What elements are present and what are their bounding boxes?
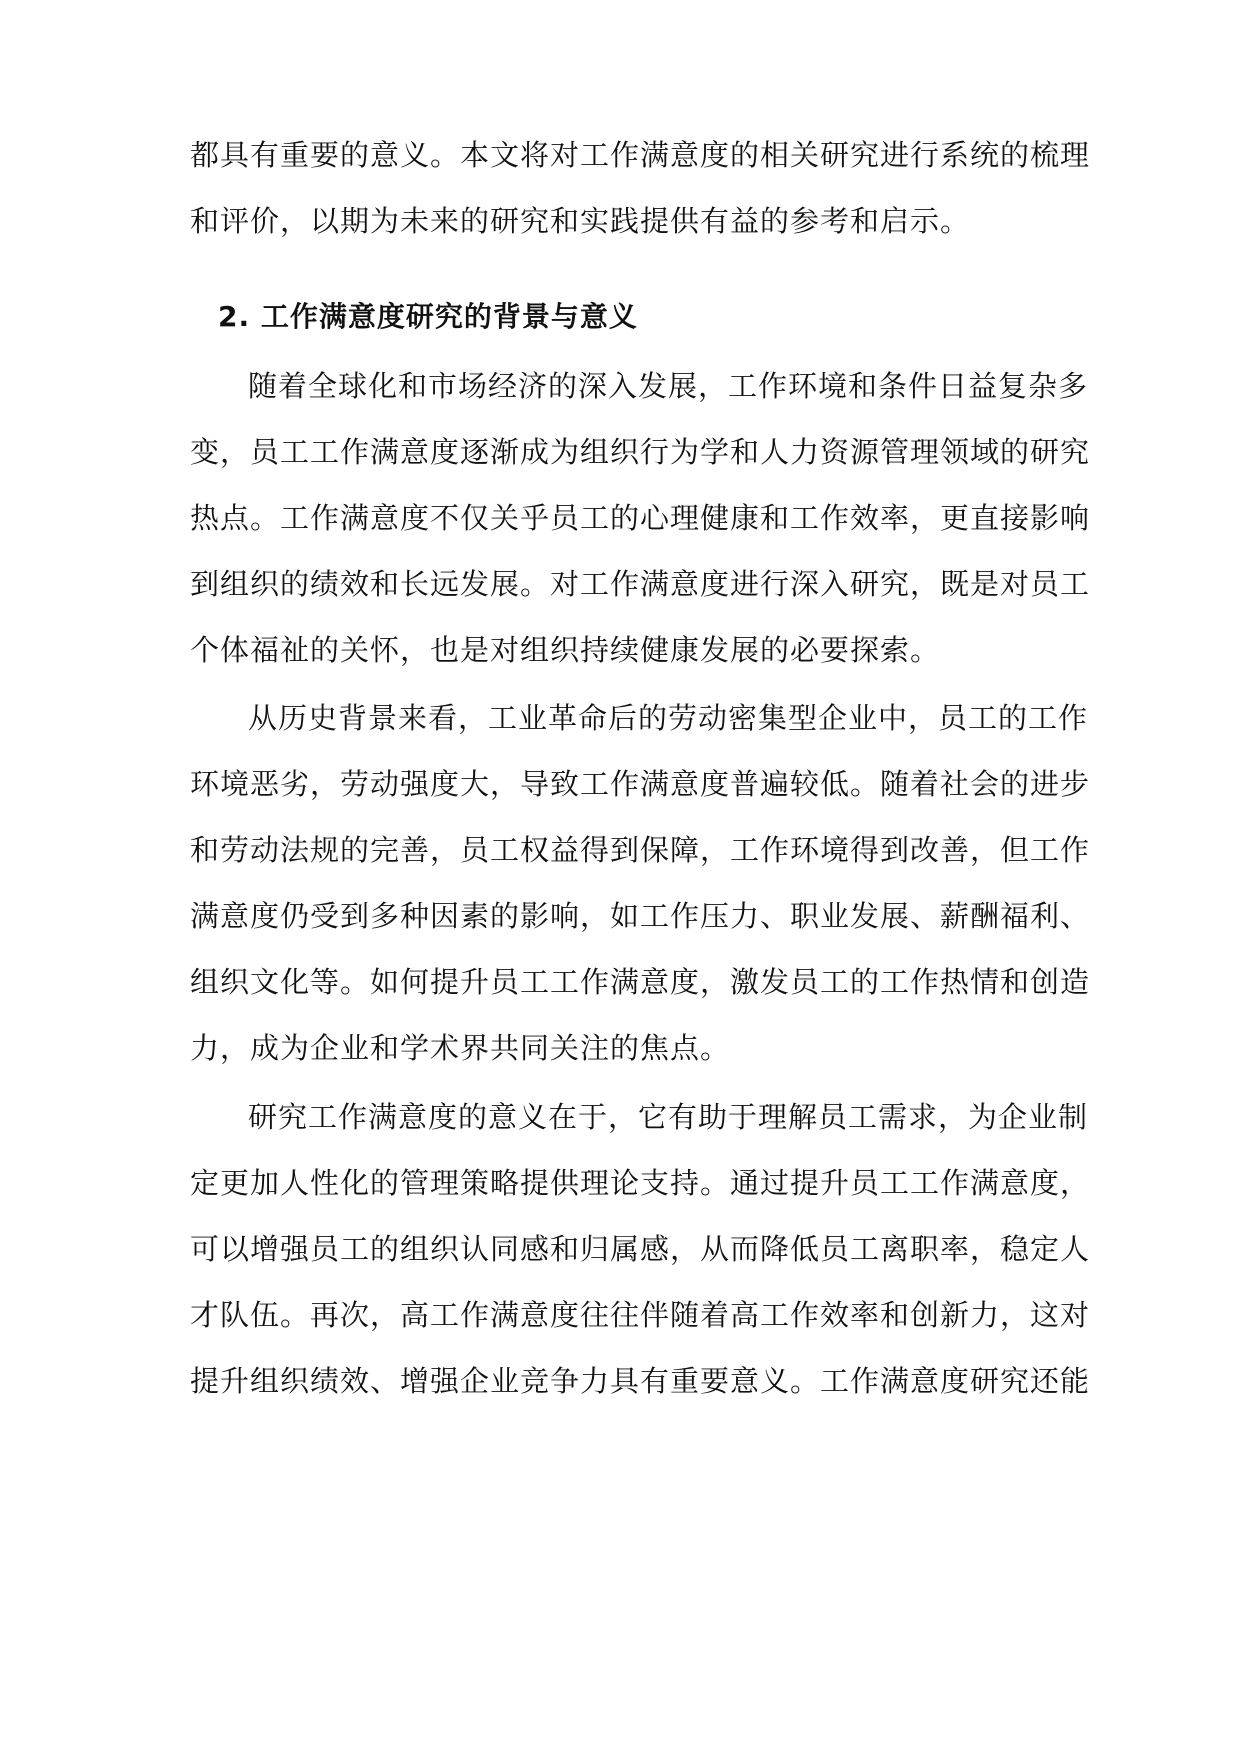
paragraph2-line-4: 满意度仍受到多种因素的影响，如工作压力、职业发展、薪酬福利、 — [190, 899, 1091, 933]
paragraph3-line-1: 研究工作满意度的意义在于，它有助于理解员工需求，为企业制 — [248, 1100, 1089, 1134]
paragraph3-line-4: 才队伍。再次，高工作满意度往往伴随着高工作效率和创新力，这对 — [190, 1298, 1091, 1332]
intro-line-2: 和评价，以期为未来的研究和实践提供有益的参考和启示。 — [190, 204, 971, 238]
paragraph2-line-1: 从历史背景来看，工业革命后的劳动密集型企业中，员工的工作 — [248, 701, 1089, 735]
paragraph3-line-5: 提升组织绩效、增强企业竞争力具有重要意义。工作满意度研究还能 — [190, 1364, 1091, 1398]
paragraph3-line-2: 定更加人性化的管理策略提供理论支持。通过提升员工工作满意度， — [190, 1166, 1091, 1200]
paragraph1-line-3: 热点。工作满意度不仅关乎员工的心理健康和工作效率，更直接影响 — [190, 501, 1091, 535]
paragraph1-line-4: 到组织的绩效和长远发展。对工作满意度进行深入研究，既是对员工 — [190, 567, 1091, 601]
paragraph1-line-1: 随着全球化和市场经济的深入发展，工作环境和条件日益复杂多 — [248, 369, 1089, 403]
paragraph1-line-5: 个体福祉的关怀，也是对组织持续健康发展的必要探索。 — [190, 633, 941, 667]
paragraph2-line-2: 环境恶劣，劳动强度大，导致工作满意度普遍较低。随着社会的进步 — [190, 767, 1091, 801]
intro-line-1: 都具有重要的意义。本文将对工作满意度的相关研究进行系统的梳理 — [190, 138, 1091, 172]
paragraph3-line-3: 可以增强员工的组织认同感和归属感，从而降低员工离职率，稳定人 — [190, 1232, 1091, 1266]
paragraph2-line-3: 和劳动法规的完善，员工权益得到保障，工作环境得到改善，但工作 — [190, 833, 1091, 867]
section-heading: 2. 工作满意度研究的背景与意义 — [218, 300, 638, 333]
paragraph1-line-2: 变，员工工作满意度逐渐成为组织行为学和人力资源管理领域的研究 — [190, 435, 1091, 469]
paragraph2-line-6: 力，成为企业和学术界共同关注的焦点。 — [190, 1031, 731, 1065]
paragraph2-line-5: 组织文化等。如何提升员工工作满意度，激发员工的工作热情和创造 — [190, 965, 1091, 999]
